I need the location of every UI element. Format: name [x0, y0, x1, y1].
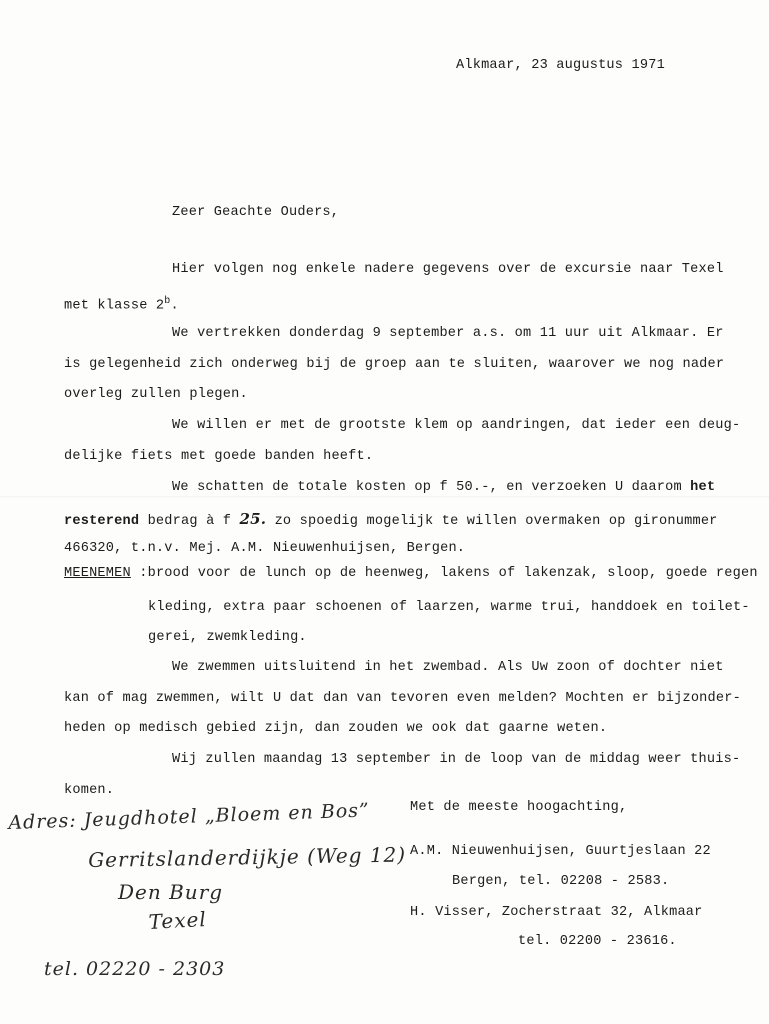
handwritten-address-line-2: Gerritslanderdijkje (Weg 12) — [88, 842, 407, 872]
signature-line-4: tel. 02200 - 23616. — [518, 934, 677, 949]
paragraph-4-line-1 — [172, 480, 715, 495]
signature-line-3: H. Visser, Zocherstraat 32, Alkmaar — [410, 905, 703, 920]
paragraph-3-line-1: We willen er met de grootste klem op aandringen, dat ieder een deug- — [172, 418, 741, 433]
paragraph-5-line-3: heden op medisch gebied zijn, dan zouden we ook dat gaarne weten. — [64, 721, 608, 736]
handwritten-amount: 25. — [239, 510, 267, 528]
class-superscript: b — [164, 296, 171, 307]
transfer-text: zo spoedig mogelijk te willen overmaken op gironummer — [266, 514, 718, 529]
paragraph-5-line-1: We zwemmen uitsluitend in het zwembad. Als Uw zoon of dochter niet — [172, 660, 724, 675]
handwritten-phone: tel. 02220 - 2303 — [44, 958, 226, 980]
paragraph-5-line-2: kan of mag zwemmen, wilt U dat dan van tevoren even melden? Mochten er bijzonder- — [64, 691, 741, 706]
paragraph-6-line-2: komen. — [64, 783, 115, 798]
signature-line-1: A.M. Nieuwenhuijsen, Guurtjeslaan 22 — [410, 844, 711, 859]
costs-het: het — [690, 480, 716, 495]
handwritten-address-line-1: Adres: Jeugdhotel „Bloem en Bos” — [8, 799, 371, 834]
paragraph-1-line-2 — [64, 296, 179, 314]
paper-fold — [0, 496, 769, 498]
place-date: Alkmaar, 23 augustus 1971 — [456, 58, 665, 73]
handwritten-address-line-4: Texel — [148, 906, 208, 934]
amount-prefix: bedrag à f — [139, 514, 240, 529]
resterend-text: resterend — [64, 514, 140, 529]
paragraph-4-line-3: 466320, t.n.v. Mej. A.M. Nieuwenhuijsen, Bergen. — [64, 541, 466, 556]
meenemen-line-3: gerei, zwemkleding. — [148, 630, 307, 645]
meenemen-line-1 — [64, 566, 758, 581]
paragraph-2-line-2: is gelegenheid zich onderweg bij de groep aan te sluiten, waarover we nog nader — [64, 357, 725, 372]
class-text: met klasse 2 — [64, 298, 165, 314]
meenemen-label: MEENEMEN — [64, 566, 131, 581]
paragraph-4-line-2 — [64, 510, 718, 529]
paragraph-1-line-1: Hier volgen nog enkele nadere gegevens over de excursie naar Texel — [172, 262, 724, 277]
costs-text: We schatten de totale kosten op f 50.-, en verzoeken U daarom — [172, 480, 691, 495]
meenemen-items: :brood voor de lunch op de heenweg, lakens of lakenzak, sloop, goede regen — [130, 566, 758, 581]
paragraph-3-line-2: delijke fiets met goede banden heeft. — [64, 449, 374, 464]
signature-line-2: Bergen, tel. 02208 - 2583. — [452, 874, 670, 889]
meenemen-line-2: kleding, extra paar schoenen of laarzen, warme trui, handdoek en toilet- — [148, 600, 750, 615]
handwritten-address-line-3: Den Burg — [118, 880, 224, 904]
class-period: . — [170, 298, 179, 314]
salutation: Zeer Geachte Ouders, — [172, 205, 340, 220]
paragraph-2-line-1: We vertrekken donderdag 9 september a.s. om 11 uur uit Alkmaar. Er — [172, 326, 724, 341]
paragraph-2-line-3: overleg zullen plegen. — [64, 387, 248, 402]
closing: Met de meeste hoogachting, — [410, 800, 628, 815]
paragraph-6-line-1: Wij zullen maandag 13 september in de loop van de middag weer thuis- — [172, 752, 741, 767]
